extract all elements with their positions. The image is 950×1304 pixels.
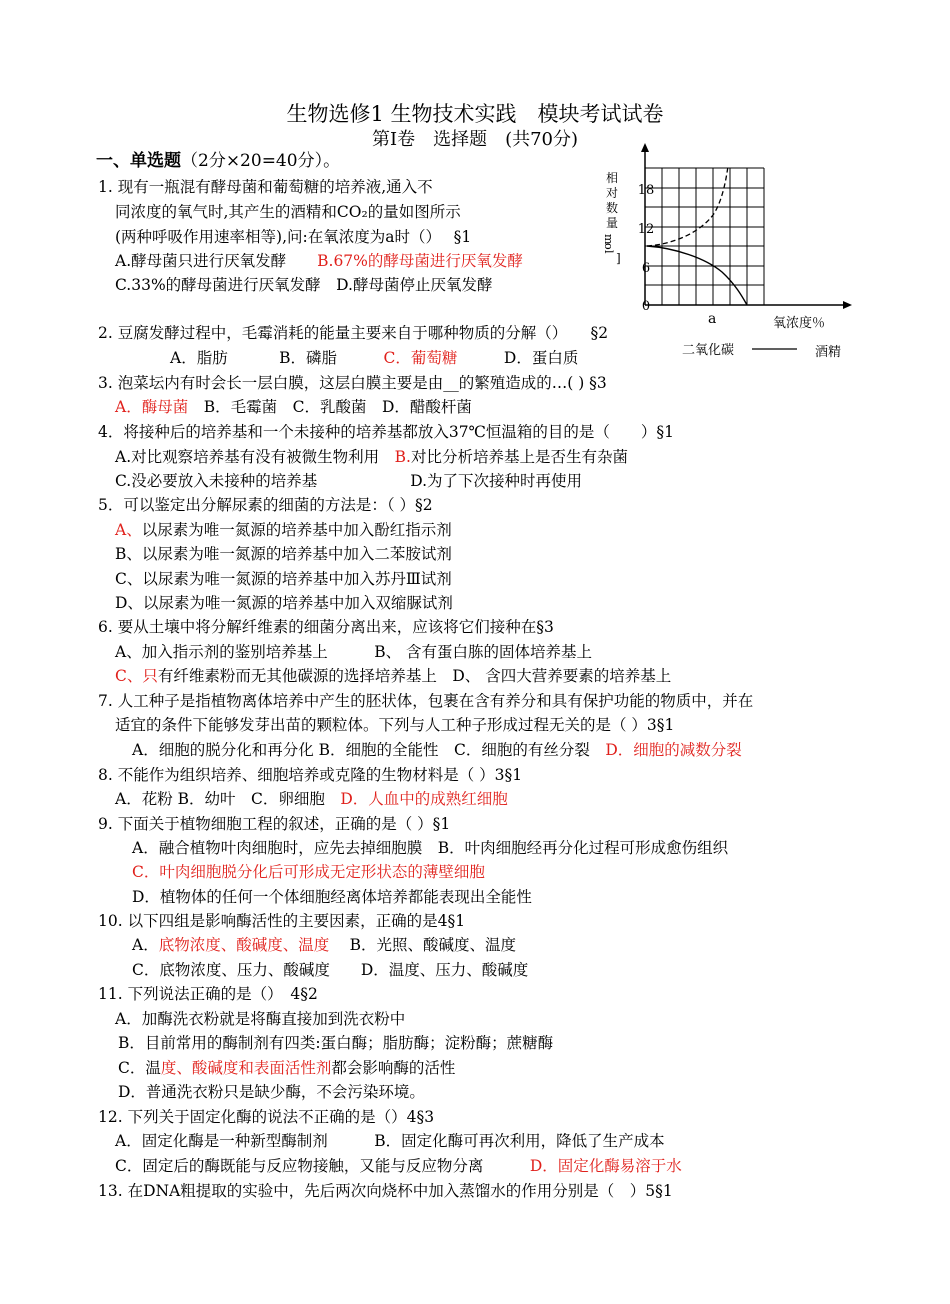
figure-y-label — [602, 170, 621, 265]
line-text: 10. 以下四组是影响酶活性的主要因素，正确的是4§1 — [98, 912, 466, 930]
text-line — [98, 616, 554, 638]
line-text: 同浓度的氧气时,其产生的酒精和CO₂的量如图所示 — [115, 203, 461, 221]
text-line — [98, 983, 318, 1005]
line-text: 5．可以鉴定出分解尿素的细菌的方法是：（ ）§2 — [98, 496, 433, 514]
text-line — [118, 1081, 425, 1103]
section-heading-rule: （2分×20=40分）。 — [181, 151, 341, 171]
text-line — [115, 641, 592, 663]
line-text: 13. 在DNA粗提取的实验中，先后两次向烧杯中加入蒸馏水的作用分别是（ ）5§1 — [98, 1182, 673, 1200]
figure-a-label: a — [708, 311, 717, 327]
text-line — [98, 813, 450, 835]
figure-ytick: 6 — [641, 261, 651, 276]
line-text: 7. 人工种子是指植物离体培养中产生的胚状体，包裹在含有养分和具有保护功能的物质中，并在 — [98, 692, 754, 710]
line-text: 11. 下列说法正确的是（） 4§2 — [98, 985, 318, 1003]
text-line — [98, 322, 608, 344]
figure-y-label-char: 相 — [606, 171, 619, 185]
text-line — [98, 910, 465, 932]
line-text: A．加酶洗衣粉就是将酶直接加到洗衣粉中 — [115, 1010, 406, 1028]
line-text: A． — [132, 936, 159, 954]
figure-ytick: 18 — [637, 183, 655, 198]
text-line — [132, 739, 742, 761]
text-line — [98, 494, 433, 516]
figure-ytick: 0 — [641, 299, 651, 314]
text-line — [115, 714, 674, 736]
answer-text: D．固定化酶易溶于水 — [529, 1157, 682, 1175]
line-text: (两种呼吸作用速率相等),问:在氧浓度为a时（） §1 — [115, 228, 472, 246]
line-text: C.没必要放入未接种的培养基 D.为了下次接种时再使用 — [115, 472, 583, 490]
section-subtitle: 第Ⅰ卷 选择题 (共70分) — [371, 129, 579, 150]
text-line — [132, 959, 528, 981]
line-text: D．普通洗衣粉只是缺少酶，不会污染环境。 — [118, 1083, 425, 1101]
text-line — [98, 1180, 673, 1202]
text-line — [115, 446, 628, 468]
figure-y-label-bracket: ] — [616, 251, 621, 265]
line-text: C.33%的酵母菌进行厌氧发酵 D.酵母菌停止厌氧发酵 — [115, 276, 493, 294]
text-line — [115, 543, 452, 565]
text-line — [98, 1106, 434, 1128]
text-line — [115, 1155, 682, 1177]
line-text: C．底物浓度、压力、酸碱度 D．温度、压力、酸碱度 — [132, 961, 529, 979]
figure-y-label-char: 数 — [606, 201, 619, 215]
figure-y-label-char: l — [602, 250, 615, 254]
line-text: 8. 不能作为组织培养、细胞培养或克隆的生物材料是（ ）3§1 — [98, 766, 523, 784]
text-line — [115, 519, 452, 541]
line-text: C．固定后的酶既能与反应物接触，又能与反应物分离 — [115, 1157, 530, 1175]
line-text: 6. 要从土壤中将分解纤维素的细菌分离出来，应该将它们接种在§3 — [98, 618, 554, 636]
line-text: A.酵母菌只进行厌氧发酵 — [115, 252, 318, 270]
line-text: 适宜的条件下能够发芽出苗的颗粒体。下列与人工种子形成过程无关的是（ ）3§1 — [115, 716, 675, 734]
text-line — [115, 470, 582, 492]
text-line — [118, 1057, 455, 1079]
line-text: 有纤维素粉而无其他碳源的选择培养基上 D、 含四大营养要素的培养基上 — [157, 667, 672, 685]
answer-text: A．酶母菌 — [115, 398, 189, 416]
section-heading — [96, 150, 340, 172]
line-text: 9. 下面关于植物细胞工程的叙述，正确的是（ ）§1 — [98, 815, 451, 833]
text-line — [98, 372, 607, 394]
answer-text: C、只 — [115, 667, 158, 685]
line-text: A．花粉 B．幼叶 C．卵细胞 — [115, 790, 341, 808]
answer-text: C．叶肉细胞脱分化后可形成无定形状态的薄壁细胞 — [132, 863, 485, 881]
figure-curve-co2 — [647, 166, 728, 246]
line-text: C、以尿素为唯一氮源的培养基中加入苏丹Ⅲ试剂 — [115, 570, 452, 588]
line-text: A．融合植物叶肉细胞时，应先去掉细胞膜 B．叶肉细胞经再分化过程可形成愈伤组织 — [132, 839, 729, 857]
text-line — [98, 176, 433, 198]
figure-y-arrow-icon — [641, 143, 649, 152]
text-line — [115, 250, 523, 272]
figure-grid — [645, 168, 764, 305]
line-text: B．毛霉菌 C．乳酸菌 D．醋酸杆菌 — [188, 398, 472, 416]
answer-text: 底物浓度、酸碱度、温度 — [158, 936, 330, 954]
line-text: 以尿素为唯一氮源的培养基中加入酚红指示剂 — [141, 521, 452, 539]
line-text: 2. 豆腐发酵过程中，毛霉消耗的能量主要来自于哪种物质的分解（） §2 — [98, 324, 609, 342]
line-text: 对比分析培养基上是否生有杂菌 — [410, 448, 628, 466]
line-text: 12. 下列关于固定化酶的说法不正确的是（）4§3 — [98, 1108, 435, 1126]
answer-text: B. — [394, 448, 411, 466]
figure-legend-co2-label: 二氧化碳 — [682, 343, 735, 358]
text-line — [170, 347, 578, 369]
text-line — [115, 788, 508, 810]
figure-y-label-char: 量 — [606, 216, 619, 230]
answer-text: B.67%的酵母菌进行厌氧发酵 — [317, 252, 523, 270]
text-line — [132, 861, 485, 883]
figure-x-arrow-icon — [843, 301, 852, 309]
answer-text: C．葡萄糖 — [383, 349, 458, 367]
line-text: C．温 — [118, 1059, 161, 1077]
line-text: D．蛋白质 — [457, 349, 579, 367]
text-line — [115, 592, 453, 614]
text-line — [132, 886, 532, 908]
figure-x-label: 氧浓度％ — [773, 316, 826, 331]
figure-respiration-graph — [600, 140, 860, 370]
line-text: 4．将接种后的培养基和一个未接种的培养基都放入37℃恒温箱的目的是（ ）§1 — [98, 423, 675, 441]
line-text: A.对比观察培养基有没有被微生物利用 — [115, 448, 395, 466]
text-line — [115, 665, 671, 687]
text-line — [115, 274, 493, 296]
figure-y-label-char: 对 — [606, 186, 619, 200]
figure-y-label-char: m — [602, 234, 615, 245]
page-title: 生物选修1 生物技术实践 模块考试试卷 — [286, 102, 664, 126]
line-text: B．光照、酸碱度、温度 — [329, 936, 517, 954]
text-line — [98, 690, 753, 712]
text-line — [132, 837, 728, 859]
text-line — [115, 1008, 405, 1030]
line-text: D、以尿素为唯一氮源的培养基中加入双缩脲试剂 — [115, 594, 453, 612]
text-line — [115, 226, 471, 248]
figure-y-label-char: o — [602, 243, 615, 250]
answer-text: D．细胞的减数分裂 — [605, 741, 742, 759]
line-text: B、以尿素为唯一氮源的培养基中加入二苯胺试剂 — [115, 545, 452, 563]
line-text: A．脂肪 B．磷脂 — [170, 349, 384, 367]
figure-ytick: 12 — [637, 222, 655, 237]
text-line — [115, 201, 461, 223]
answer-text: A、 — [115, 521, 142, 539]
answer-text: D．人血中的成熟红细胞 — [340, 790, 508, 808]
line-text: A．细胞的脱分化和再分化 B．细胞的全能性 C．细胞的有丝分裂 — [132, 741, 606, 759]
text-line — [115, 396, 472, 418]
line-text: A．固定化酶是一种新型酶制剂 B．固定化酶可再次利用，降低了生产成本 — [115, 1132, 665, 1150]
line-text: A、加入指示剂的鉴别培养基上 B、 含有蛋白胨的固体培养基上 — [115, 643, 593, 661]
text-line — [115, 568, 452, 590]
text-line — [118, 1032, 553, 1054]
line-text: 3. 泡菜坛内有时会长一层白膜，这层白膜主要是由__的繁殖造成的…( ) §3 — [98, 374, 607, 392]
line-text: 1. 现有一瓶混有酵母菌和葡萄糖的培养液,通入不 — [98, 178, 433, 196]
answer-text: 度、酸碱度和表面活性剂 — [160, 1059, 332, 1077]
section-heading-label: 一、单选题 — [96, 151, 181, 171]
text-line — [98, 421, 674, 443]
text-line — [98, 764, 522, 786]
text-line — [132, 934, 516, 956]
text-line — [115, 1130, 665, 1152]
line-text: B．目前常用的酶制剂有四类:蛋白酶；脂肪酶；淀粉酶；蔗糖酶 — [118, 1034, 554, 1052]
figure-legend-alcohol-label: 酒精 — [815, 345, 842, 360]
line-text: 都会影响酶的活性 — [331, 1059, 456, 1077]
line-text: D．植物体的任何一个体细胞经离体培养都能表现出全能性 — [132, 888, 532, 906]
